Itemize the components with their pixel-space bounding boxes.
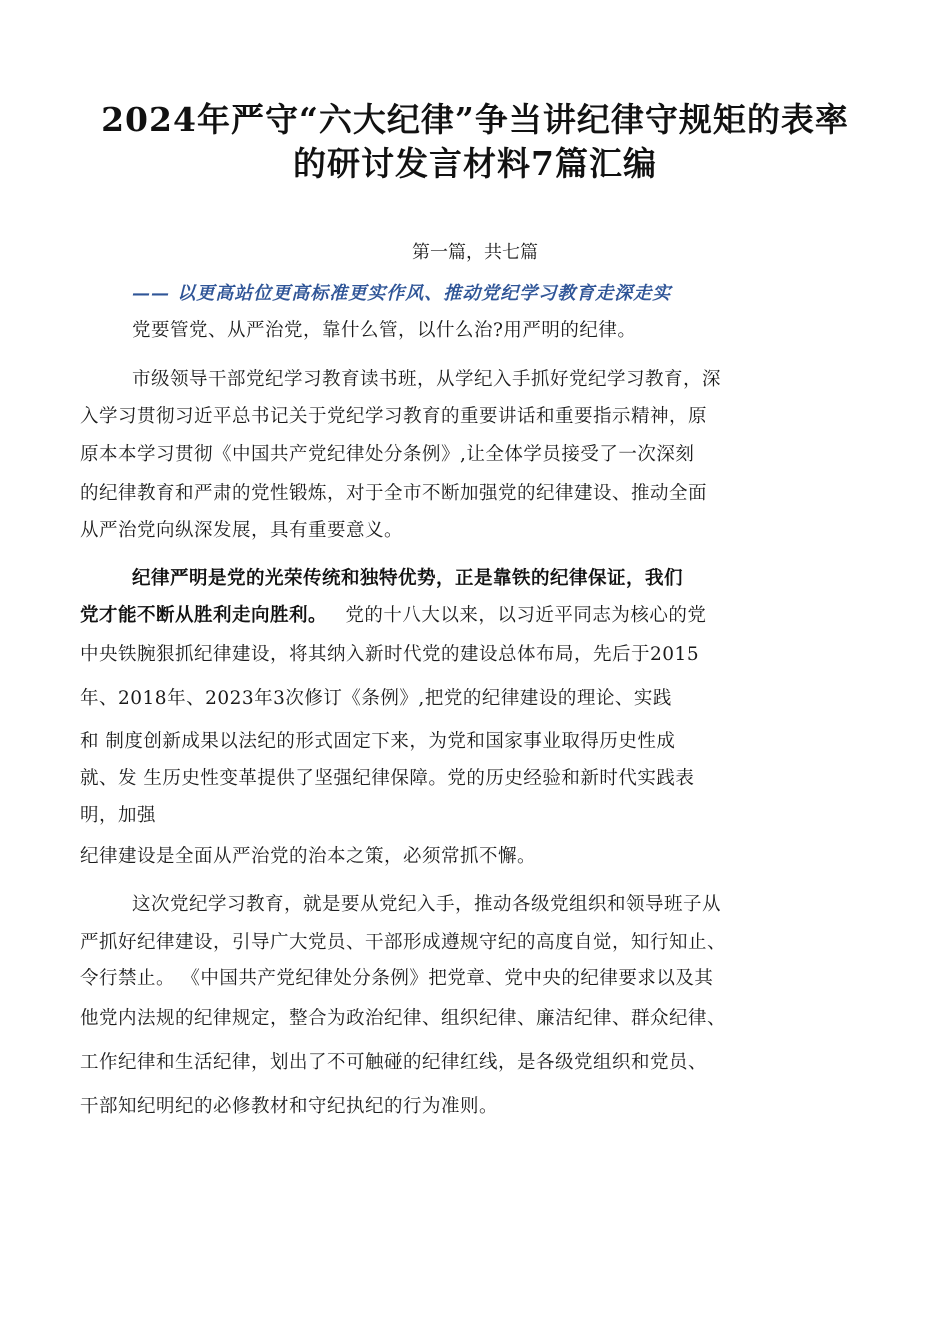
title-line-2: 的研讨发言材料7篇汇编 bbox=[293, 144, 657, 183]
document-title bbox=[40, 98, 910, 186]
paragraph-3-line-3: 中央铁腕狠抓纪律建设，将其纳入新时代党的建设总体布局，先后于2015 bbox=[80, 644, 700, 665]
part-heading: 第一篇，共七篇 bbox=[412, 242, 538, 263]
paragraph-2-line-5: 从严治党向纵深发展，具有重要意义。 bbox=[80, 520, 404, 541]
title-line-1: 2024年严守“六大纪律”争当讲纪律守规矩的表率 bbox=[101, 100, 849, 139]
paragraph-4-line-1: 这次党纪学习教育，就是要从党纪入手，推动各级党组织和领导班子从 bbox=[132, 894, 722, 915]
paragraph-4-line-5: 工作纪律和生活纪律，划出了不可触碰的纪律红线，是各级党组织和党员、 bbox=[80, 1052, 708, 1073]
paragraph-2-line-2: 入学习贯彻习近平总书记关于党纪学习教育的重要讲话和重要指示精神，原 bbox=[80, 406, 708, 427]
paragraph-2-line-1: 市级领导干部党纪学习教育读书班，从学纪入手抓好党纪学习教育，深 bbox=[132, 369, 722, 390]
section-subtitle: —— 以更高站位更高标准更实作风、推动党纪学习教育走深走实 bbox=[132, 283, 672, 304]
paragraph-3-line-7: 明，加强 bbox=[80, 805, 157, 826]
paragraph-3-line-5: 和 制度创新成果以法纪的形式固定下来，为党和国家事业取得历史性成 bbox=[80, 731, 676, 752]
paragraph-4-line-2: 严抓好纪律建设，引导广大党员、干部形成遵规守纪的高度自觉，知行知止、 bbox=[80, 932, 727, 953]
paragraph-2-line-3: 原本本学习贯彻《中国共产党纪律处分条例》,让全体学员接受了一次深刻 bbox=[80, 444, 695, 465]
paragraph-3-line-2 bbox=[80, 603, 706, 629]
paragraph-3-line-8: 纪律建设是全面从严治党的治本之策，必须常抓不懈。 bbox=[80, 846, 537, 867]
paragraph-3-line-6: 就、发 生历史性变革提供了坚强纪律保障。党的历史经验和新时代实践表 bbox=[80, 768, 695, 789]
paragraph-4-line-6: 干部知纪明纪的必修教材和守纪执纪的行为准则。 bbox=[80, 1096, 499, 1117]
paragraph-3-line-4: 年、2018年、2023年3次修订《条例》,把党的纪律建设的理论、实践 bbox=[80, 688, 672, 709]
paragraph-4-line-3: 令行禁止。 《中国共产党纪律处分条例》把党章、党中央的纪律要求以及其 bbox=[80, 968, 714, 989]
paragraph-4-line-4: 他党内法规的纪律规定，整合为政治纪律、组织纪律、廉洁纪律、群众纪律、 bbox=[80, 1008, 727, 1029]
paragraph-2-line-4: 的纪律教育和严肃的党性锻炼，对于全市不断加强党的纪律建设、推动全面 bbox=[80, 483, 708, 504]
paragraph-3-line-2-rest: 党的十八大以来，以习近平同志为核心的党 bbox=[345, 605, 707, 626]
paragraph-3-bold-line-1: 纪律严明是党的光荣传统和独特优势，正是靠铁的纪律保证，我们 bbox=[132, 568, 684, 589]
paragraph-3-bold-line-2: 党才能不断从胜利走向胜利。 bbox=[80, 605, 328, 626]
paragraph-1-line-1: 党要管党、从严治党，靠什么管，以什么治?用严明的纪律。 bbox=[132, 320, 637, 341]
